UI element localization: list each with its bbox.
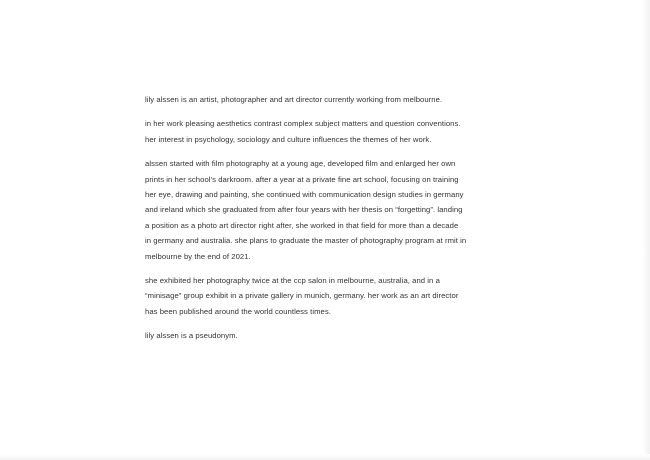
paragraph-intro	[145, 92, 525, 107]
text-line: she exhibited her photography twice at the ccp salon in melbourne, australia, and in a	[145, 276, 440, 286]
document-body	[145, 92, 525, 353]
paragraph-exhibitions	[145, 273, 525, 319]
paragraph-pseudonym	[145, 328, 525, 343]
text-line: her eye, drawing and painting, she continued with communication design studies in germany	[145, 190, 464, 200]
text-line: in her work pleasing aesthetics contrast complex subject matters and question conventions.	[145, 119, 461, 129]
text-line: lily alssen is an artist, photographer and art director currently working from melbourne.	[145, 95, 443, 104]
text-line: her interest in psychology, sociology and culture influences the themes of her work.	[145, 134, 432, 144]
text-line: melbourne by the end of 2021.	[145, 251, 251, 261]
paragraph-biography	[145, 156, 525, 264]
text-line: a position as a photo art director right after, she worked in that field for more than a decade	[145, 220, 459, 230]
page-bottom-shadow	[0, 454, 650, 460]
text-line: has been published around the world countless times.	[145, 306, 331, 316]
text-line: in germany and australia. she plans to graduate the master of photography program at rmit in	[145, 236, 467, 246]
text-line: prints in her school’s darkroom. after a year at a private fine art school, focusing on training	[145, 174, 459, 184]
paragraph-work	[145, 116, 525, 147]
text-line: and ireland which she graduated from after four years with her thesis on “forgetting”. landing	[145, 205, 463, 215]
page-edge-shadow	[642, 0, 650, 460]
text-line: lily alssen is a pseudonym.	[145, 331, 238, 341]
text-line: alssen started with film photography at a young age, developed film and enlarged her own	[145, 159, 456, 169]
text-line: “minisage” group exhibit in a private gallery in munich, germany. her work as an art director	[145, 291, 459, 301]
